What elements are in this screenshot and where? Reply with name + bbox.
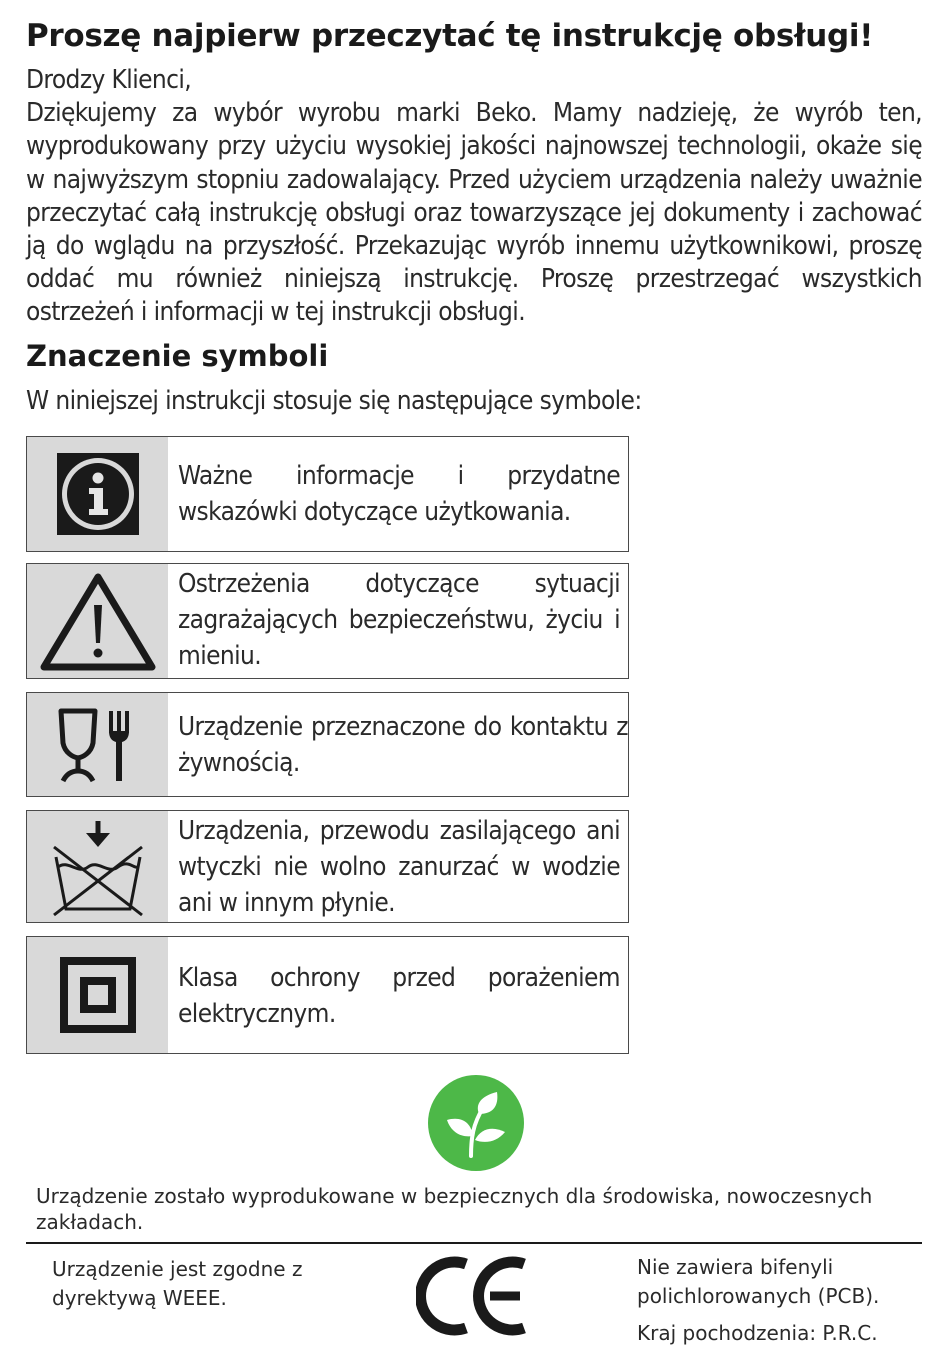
symbol-row-info [26,436,629,552]
intro-section [26,64,922,330]
leaf-eco-icon [427,1074,525,1172]
origin-note: Kraj pochodzenia: P.R.C. [637,1321,878,1345]
weee-note: Urządzenie jest zgodne z dyrektywą WEEE. [52,1257,303,1310]
symbols-heading: Znaczenie symboli [26,339,329,373]
symbol-text: Urządzenia, przewodu zasilającego ani wtyczki nie wolno zanurzać w wodzie ani w innym płynie. [178,816,620,918]
ce-mark-icon [416,1256,530,1336]
intro-paragraph: Dziękujemy za wybór wyrobu marki Beko. Mamy nadzieję, że wyrób ten, wyprodukowany przy użyciu wysokiej jakości najnowszej technologii, okaże się w najwyższym stopniu zadowalający. Przed użyciem urządzenia należy uważnie przeczytać całą instrukcję obsługi oraz towarzyszące jej dokumenty i zachować ją do wglądu na przyszłość. Przekazując wyrób innemu użytkownikowi, proszę oddać mu również niniejszą instrukcję. Proszę przestrzegać wszystkich ostrzeżeń i informacji w tej instrukcji obsługi. [26,98,922,328]
symbol-text: Ważne informacje i przydatne wskazówki dotyczące użytkowania. [178,461,620,527]
info-icon [27,437,168,551]
no-immersion-icon [27,811,168,922]
warning-triangle-icon [27,564,168,678]
symbol-row-food-contact [26,692,629,797]
pcb-note: Nie zawiera bifenyli polichlorowanych (PCB). [637,1255,880,1308]
double-insulation-icon [27,937,168,1053]
food-contact-icon [27,693,168,796]
symbol-row-warning [26,563,629,679]
symbols-intro: W niniejszej instrukcji stosuje się następujące symbole: [26,386,642,416]
divider [26,1242,922,1244]
greeting: Drodzy Klienci, [26,65,192,95]
symbol-row-protection-class [26,936,629,1054]
symbol-text: Ostrzeżenia dotyczące sytuacji zagrażających bezpieczeństwu, życiu i mieniu. [178,569,620,671]
symbol-row-no-immersion [26,810,629,923]
symbol-text: Urządzenie przeznaczone do kontaktu z żywnością. [178,712,628,778]
eco-note: Urządzenie zostało wyprodukowane w bezpiecznych dla środowiska, nowoczesnych zakładach. [36,1184,873,1234]
page-title: Proszę najpierw przeczytać tę instrukcję obsługi! [26,18,874,54]
symbol-text: Klasa ochrony przed porażeniem elektrycznym. [178,963,620,1029]
